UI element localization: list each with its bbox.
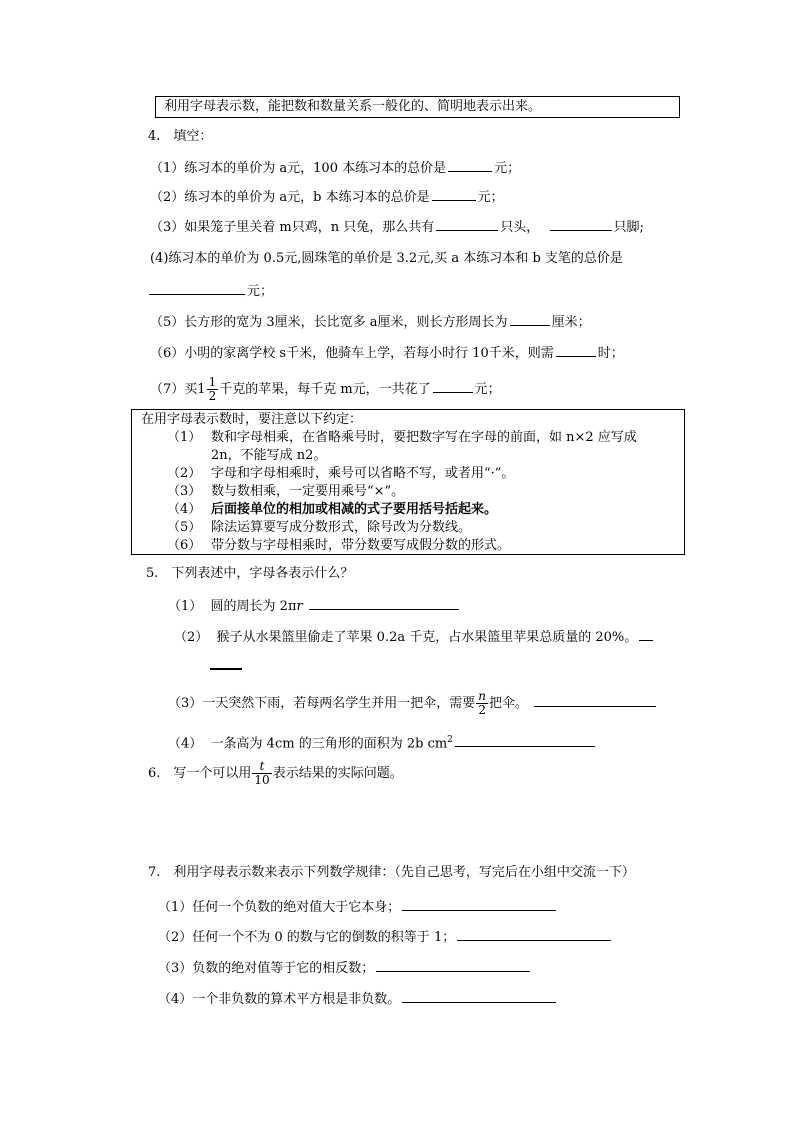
- answer-blank[interactable]: [402, 990, 556, 1003]
- answer-blank[interactable]: [534, 694, 656, 707]
- rule-number: （3）: [167, 484, 202, 499]
- answer-blank[interactable]: [376, 959, 530, 972]
- rule-number: （2）: [167, 466, 202, 481]
- q5-item-3: （3）一天突然下雨，若每两名学生并用一把伞，需要 $\frac{n}{2}$ 把伞。: [168, 686, 658, 722]
- q7-item-1: （1）任何一个负数的绝对值大于它本身；: [158, 898, 558, 917]
- answer-blank[interactable]: [436, 218, 498, 231]
- fraction: $\frac{t}{10}$: [254, 759, 270, 787]
- rules-title: 在用字母表示数时，要注意以下约定：: [141, 412, 363, 427]
- q6: 6. 写一个可以用 $\frac{t}{10}$ 表示结果的实际问题。: [148, 759, 403, 787]
- rule-text-cont: 2n，不能写成 n2。: [211, 448, 327, 463]
- q4-item-5: （5）长方形的宽为 3厘米，长比宽多 a厘米，则长方形周长为 厘米；: [150, 315, 591, 330]
- q7-item-4: （4）一个非负数的算术平方根是非负数。: [158, 990, 558, 1009]
- q7-title: 7. 利用字母表示数来表示下列数学规律：（先自己思考，写完后在小组中交流一下）: [148, 865, 635, 880]
- answer-blank[interactable]: [455, 734, 595, 747]
- q5-item-1: （1） 圆的周长为 2πr: [168, 597, 461, 616]
- intro-box: [155, 96, 680, 118]
- q4-item-2: （2）练习本的单价为 a元，b 本练习本的总价是 元；: [150, 190, 504, 205]
- rule-text: 数与数相乘，一定要用乘号“×”。: [211, 484, 405, 499]
- q4-item-3: （3）如果笼子里关着 m只鸡，n 只兔，那么共有 只头， 只脚;: [150, 220, 644, 235]
- q5-title: 5. 下列表述中，字母各表示什么？: [146, 566, 354, 581]
- intro-text: 利用字母表示数，能把数和数量关系一般化的、简明地表示出来。: [164, 99, 542, 114]
- q4-item-1: （1）练习本的单价为 a元，100 本练习本的总价是 元；: [150, 161, 521, 176]
- rule-text: 后面接单位的相加或相减的式子要用括号括起来。: [211, 502, 498, 517]
- q7-item-3: （3）负数的绝对值等于它的相反数；: [158, 959, 532, 978]
- answer-blank[interactable]: [432, 188, 476, 201]
- rule-text: 带分数与字母相乘时，带分数要写成假分数的形式。: [211, 538, 511, 553]
- rule-text: 字母和字母相乘时，乘号可以省略不写，或者用“·”。: [211, 466, 515, 481]
- answer-blank[interactable]: [433, 380, 473, 393]
- answer-blank[interactable]: [402, 898, 556, 911]
- rule-number: （1）: [167, 430, 202, 445]
- answer-blank[interactable]: [309, 597, 459, 610]
- rule-number: （4）: [167, 502, 202, 517]
- answer-blank[interactable]: [639, 628, 653, 641]
- answer-blank[interactable]: [457, 928, 611, 941]
- q4-item-7: （7）买1 $\frac{1}{2}$ 千克的苹果，每千克 m元，一共花了 元；: [150, 375, 501, 403]
- q4-item-6: （6）小明的家离学校 s千米，他骑车上学，若每小时行 10千米，则需 时；: [150, 346, 624, 361]
- q7-item-2: （2）任何一个不为 0 的数与它的倒数的积等于 1；: [158, 928, 613, 947]
- q5-item-4: （4） 一条高为 4cm 的三角形的面积为 2b $cm^2$: [168, 731, 597, 753]
- fraction: $\frac{n}{2}$: [478, 689, 487, 717]
- answer-blank[interactable]: [550, 218, 612, 231]
- answer-blank[interactable]: [556, 344, 596, 357]
- fraction: $\frac{1}{2}$: [208, 375, 217, 403]
- answer-blank[interactable]: [149, 282, 245, 295]
- q4-item-4: (4)练习本的单价为 0.5元,圆珠笔的单价是 3.2元,买 a 本练习本和 b 支笔的总价是: [150, 251, 623, 266]
- q4-title: 4. 填空：: [148, 129, 213, 144]
- rule-text: 除法运算要写成分数形式，除号改为分数线。: [211, 520, 472, 535]
- answer-blank[interactable]: [210, 656, 242, 670]
- answer-blank[interactable]: [448, 159, 492, 172]
- rule-text: 数和字母相乘，在省略乘号时，要把数字写在字母的前面，如 n×2 应写成: [211, 430, 637, 445]
- answer-blank[interactable]: [510, 313, 550, 326]
- rule-number: （6）: [167, 538, 202, 553]
- rules-box: [131, 409, 685, 555]
- rule-number: （5）: [167, 520, 202, 535]
- q5-item-2: （2） 猴子从水果篮里偷走了苹果 0.2a 千克，占水果篮里苹果总质量的 20%。: [174, 628, 655, 647]
- q4-item-4-cont: 元；: [147, 282, 273, 301]
- q5-item-2-cont: [208, 656, 244, 676]
